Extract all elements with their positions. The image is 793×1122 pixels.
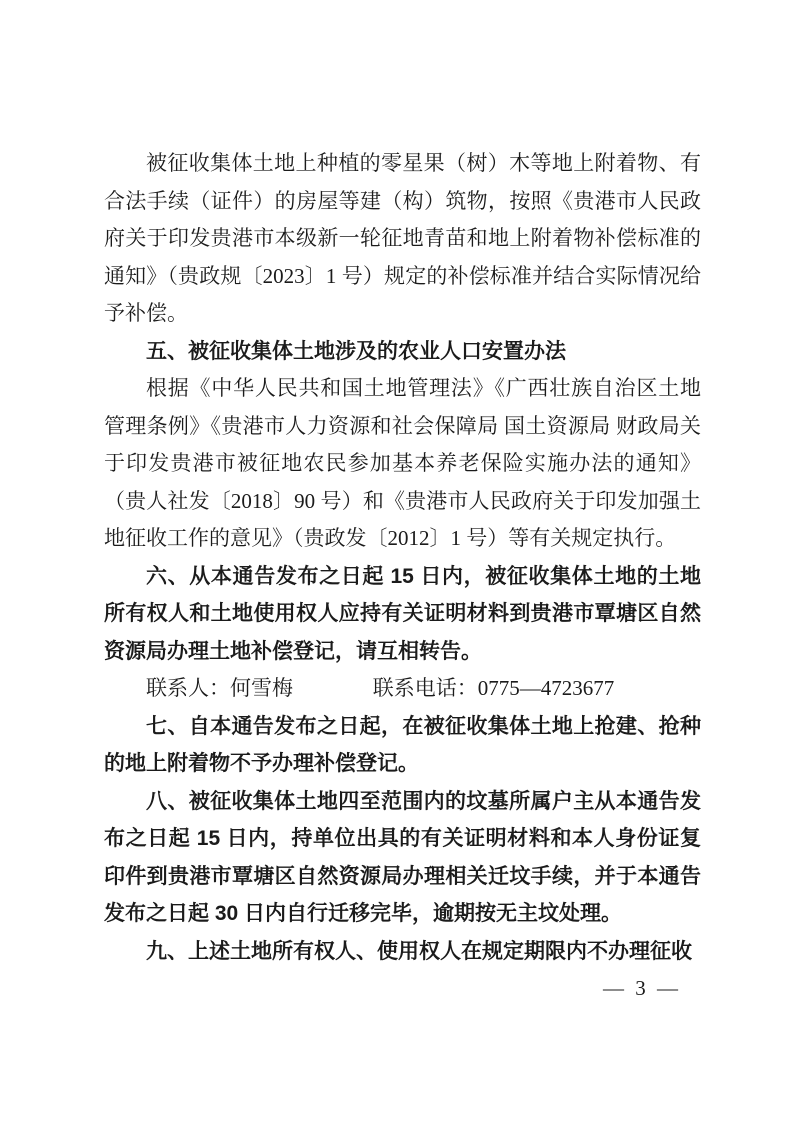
section-6-paragraph: 六、从本通告发布之日起 15 日内，被征收集体土地的土地所有权人和土地使用权人应持有关证明材料到贵港市覃塘区自然资源局办理土地补偿登记，请互相转告。	[104, 564, 701, 663]
contact-person: 联系人：何雪梅	[146, 676, 293, 700]
section-8-paragraph: 八、被征收集体土地四至范围内的坟墓所属户主从本通告发布之日起 15 日内，持单位出具的有关证明材料和本人身份证复印件到贵港市覃塘区自然资源局办理相关迁坟手续，并于本通告发布之日起 30 日内自行迁移完毕，逾期按无主坟处理。	[104, 789, 701, 925]
section-7-paragraph: 七、自本通告发布之日起，在被征收集体土地上抢建、抢种的地上附着物不予办理补偿登记。	[104, 714, 701, 775]
section-5-paragraph: 根据《中华人民共和国土地管理法》《广西壮族自治区土地管理条例》《贵港市人力资源和社会保障局 国土资源局 财政局关于印发贵港市被征地农民参加基本养老保险实施办法的通知》（贵人社发〔2018〕90 号）和《贵港市人民政府关于印发加强土地征收工作的意见》（贵政发〔2012〕1 号）等有关规定执行。	[104, 376, 701, 550]
section-9-paragraph: 九、上述土地所有权人、使用权人在规定期限内不办理征收	[146, 939, 692, 963]
section-5-heading: 五、被征收集体土地涉及的农业人口安置办法	[146, 339, 566, 363]
contact-phone: 联系电话：0775—4723677	[372, 676, 615, 700]
paragraph-attachment-compensation: 被征收集体土地上种植的零星果（树）木等地上附着物、有合法手续（证件）的房屋等建（构）筑物，按照《贵港市人民政府关于印发贵港市本级新一轮征地青苗和地上附着物补偿标准的通知》（贵政规〔2023〕1 号）规定的补偿标准并结合实际情况给予补偿。	[104, 151, 701, 325]
document-body	[104, 145, 701, 970]
page-number: — 3 —	[603, 976, 681, 1000]
contact-line	[104, 670, 701, 708]
